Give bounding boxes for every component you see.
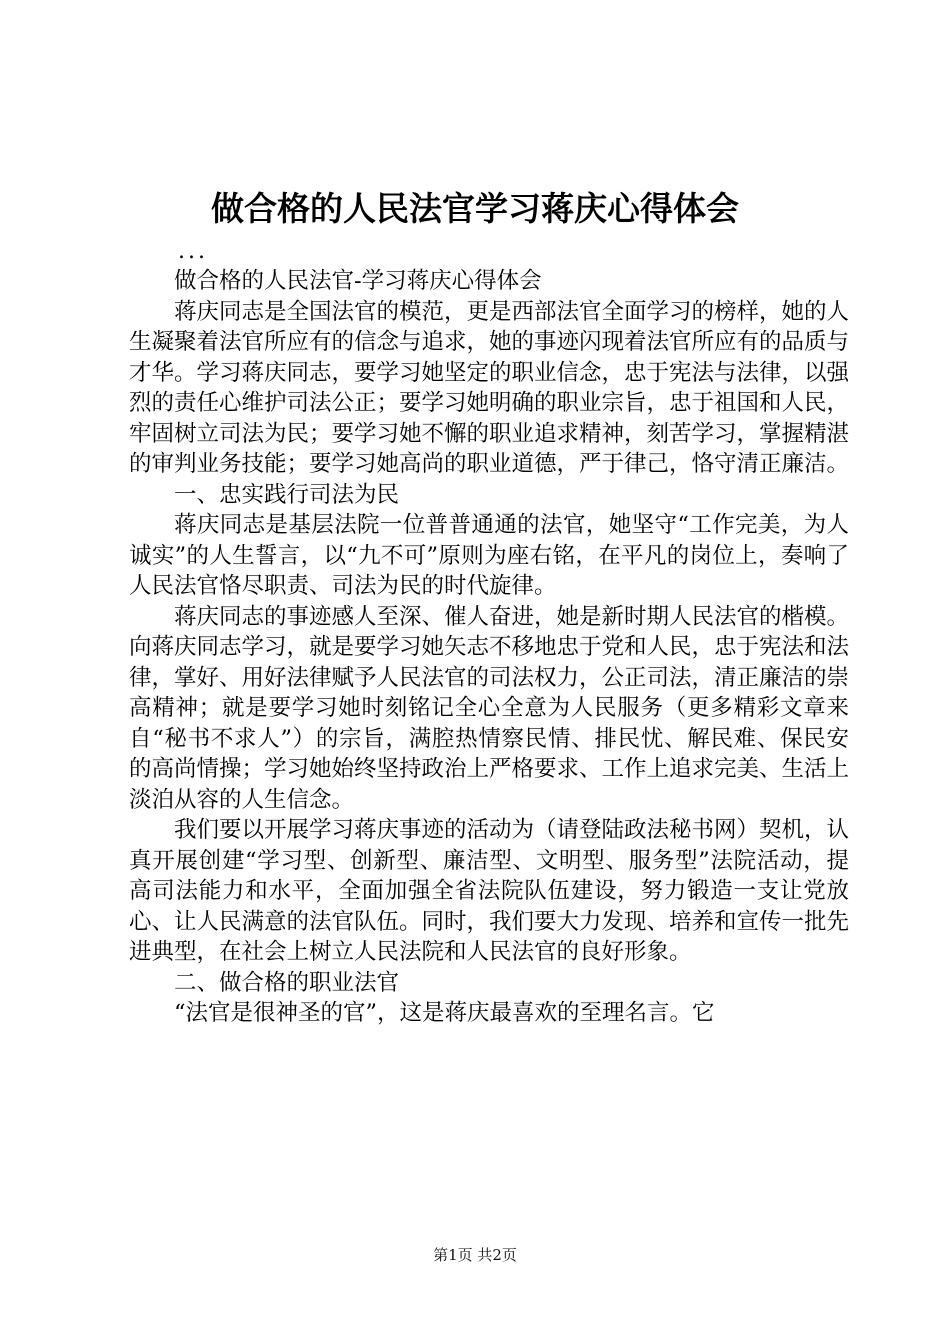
document-body [129,266,849,1029]
paragraph-subtitle: 做合格的人民法官-学习蒋庆心得体会 [174,268,542,294]
section-heading-1: 一、忠实践行司法为民 [174,481,400,508]
section-heading-2: 二、做合格的职业法官 [174,969,400,996]
ellipsis-marker: ... [178,239,208,264]
document-title: 做合格的人民法官学习蒋庆心得体会 [211,189,739,228]
paragraph: 我们要以开展学习蒋庆事迹的活动为（请登陆政法秘书网）契机，认真开展创建“学习型、创新型、廉洁型、文明型、服务型”法院活动，提高司法能力和水平，全面加强全省法院队伍建设，努力锻造一支让党放心、让人民满意的法官队伍。同时，我们要大力发现、培养和宣传一批先进典型，在社会上树立人民法院和人民法官的良好形象。 [129,817,850,965]
paragraph: 蒋庆同志的事迹感人至深、催人奋进，她是新时期人民法官的楷模。向蒋庆同志学习，就是要学习她矢志不移地忠于党和人民，忠于宪法和法律，掌好、用好法律赋予人民法官的司法权力，公正司法，清正廉洁的崇高精神；就是要学习她时刻铭记全心全意为人民服务（更多精彩文章来自“秘书不求人”）的宗旨，满腔热情察民情、排民忧、解民难、保民安的高尚情操；学习她始终坚持政治上严格要求、工作上追求完美、生活上淡泊从容的人生信念。 [129,603,850,813]
paragraph: 蒋庆同志是基层法院一位普普通通的法官，她坚守“工作完美，为人诚实”的人生誓言，以“九不可”原则为座右铭，在平凡的岗位上，奏响了人民法官恪尽职责、司法为民的时代旋律。 [129,512,849,599]
paragraph: “法官是很神圣的官”，这是蒋庆最喜欢的至理名言。它 [174,1000,715,1026]
paragraph-intro: 蒋庆同志是全国法官的模范，更是西部法官全面学习的榜样，她的人生凝聚着法官所应有的信念与追求，她的事迹闪现着法官所应有的品质与才华。学习蒋庆同志，要学习她坚定的职业信念，忠于宪法与法律，以强烈的责任心维护司法公正；要学习她明确的职业宗旨，忠于祖国和人民，牢固树立司法为民；要学习她不懈的职业追求精神，刻苦学习，掌握精湛的审判业务技能；要学习她高尚的职业道德，严于律己，恪守清正廉洁。 [129,298,850,477]
page-footer: 第1页 共2页 [433,1246,517,1264]
